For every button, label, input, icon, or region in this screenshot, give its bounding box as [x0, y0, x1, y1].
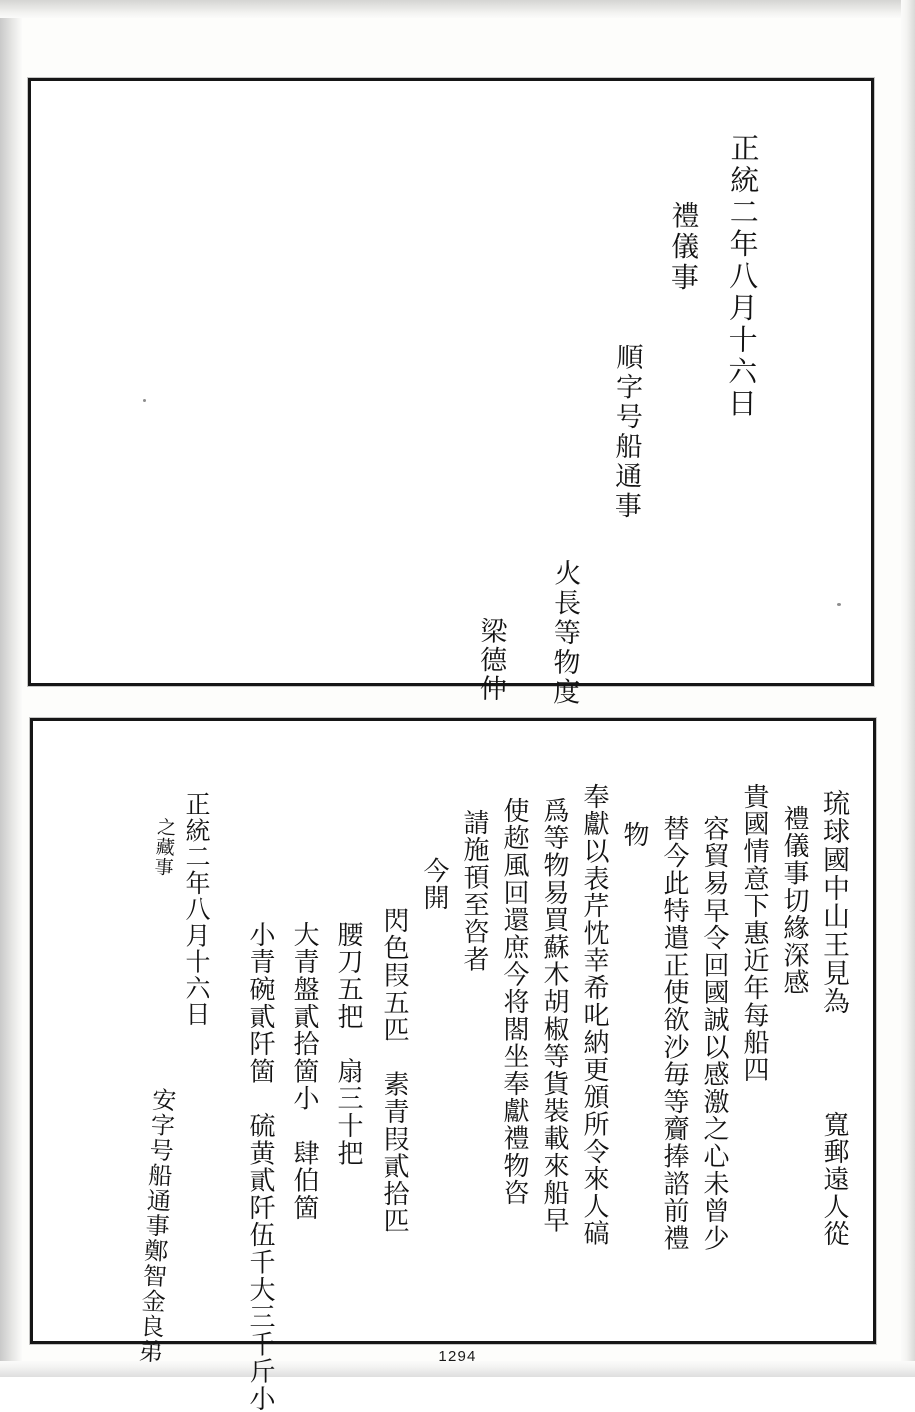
lower-line-4: 寬郵遠人從	[819, 1111, 849, 1248]
lower-line-9: 爲等物易買蘇木胡椒等貨裝載來船早	[539, 797, 569, 1234]
scan-speck	[837, 603, 841, 606]
scan-edge-top	[0, 0, 915, 18]
lower-line-14: 腰刀五把 扇三十把	[333, 921, 363, 1167]
upper-signature-line: 梁德仲	[475, 616, 507, 703]
lower-line-8: 奉獻以表芹忱幸希叱納更頒所令來人碻	[579, 783, 609, 1248]
lower-line-16: 小青碗貳阡箇 硫黄貳阡伍千大三千斤小	[245, 921, 275, 1412]
upper-date-line: 正統二年八月十六日	[723, 132, 761, 421]
lower-line-5: 容貿易早令回國誠以感激之心未曾少	[699, 815, 729, 1252]
page-number: 1294	[438, 1348, 477, 1365]
lower-line-1: 琉球國中山王見為	[818, 789, 849, 1016]
lower-line-10: 使趂風回還庶今将閤坐奉獻禮物咨	[499, 797, 529, 1207]
upper-office-line: 禮儀事	[667, 200, 701, 294]
lower-line-7: 物	[619, 821, 649, 849]
lower-line-6: 替今此特遣正使欲沙毎等齎捧諮前禮	[659, 815, 689, 1252]
upper-document-panel	[28, 78, 874, 708]
lower-line-18: 安字号船通事鄭智金良弟	[133, 1086, 177, 1365]
lower-line-2: 禮儀事切緣深感	[779, 805, 809, 997]
scan-edge-left	[0, 0, 22, 1377]
lower-line-17: 正統二年八月十六日	[182, 791, 211, 1028]
upper-ship-line: 順字号船通事	[610, 342, 643, 522]
scan-edge-right	[901, 0, 915, 1377]
lower-line-19: 之藏事	[150, 816, 178, 878]
lower-line-11: 請施頇至咨者	[459, 809, 489, 973]
upper-goods-line: 火長等物度	[548, 558, 581, 708]
lower-line-12: 今開	[419, 857, 449, 912]
lower-line-3: 貴國情意下惠近年每船四	[739, 783, 769, 1084]
lower-line-15: 大青盤貳拾箇小 肆伯箇	[289, 921, 319, 1222]
scan-speck	[143, 399, 146, 402]
lower-line-13: 閃色叚五匹 素青叚貳拾匹	[379, 907, 409, 1235]
